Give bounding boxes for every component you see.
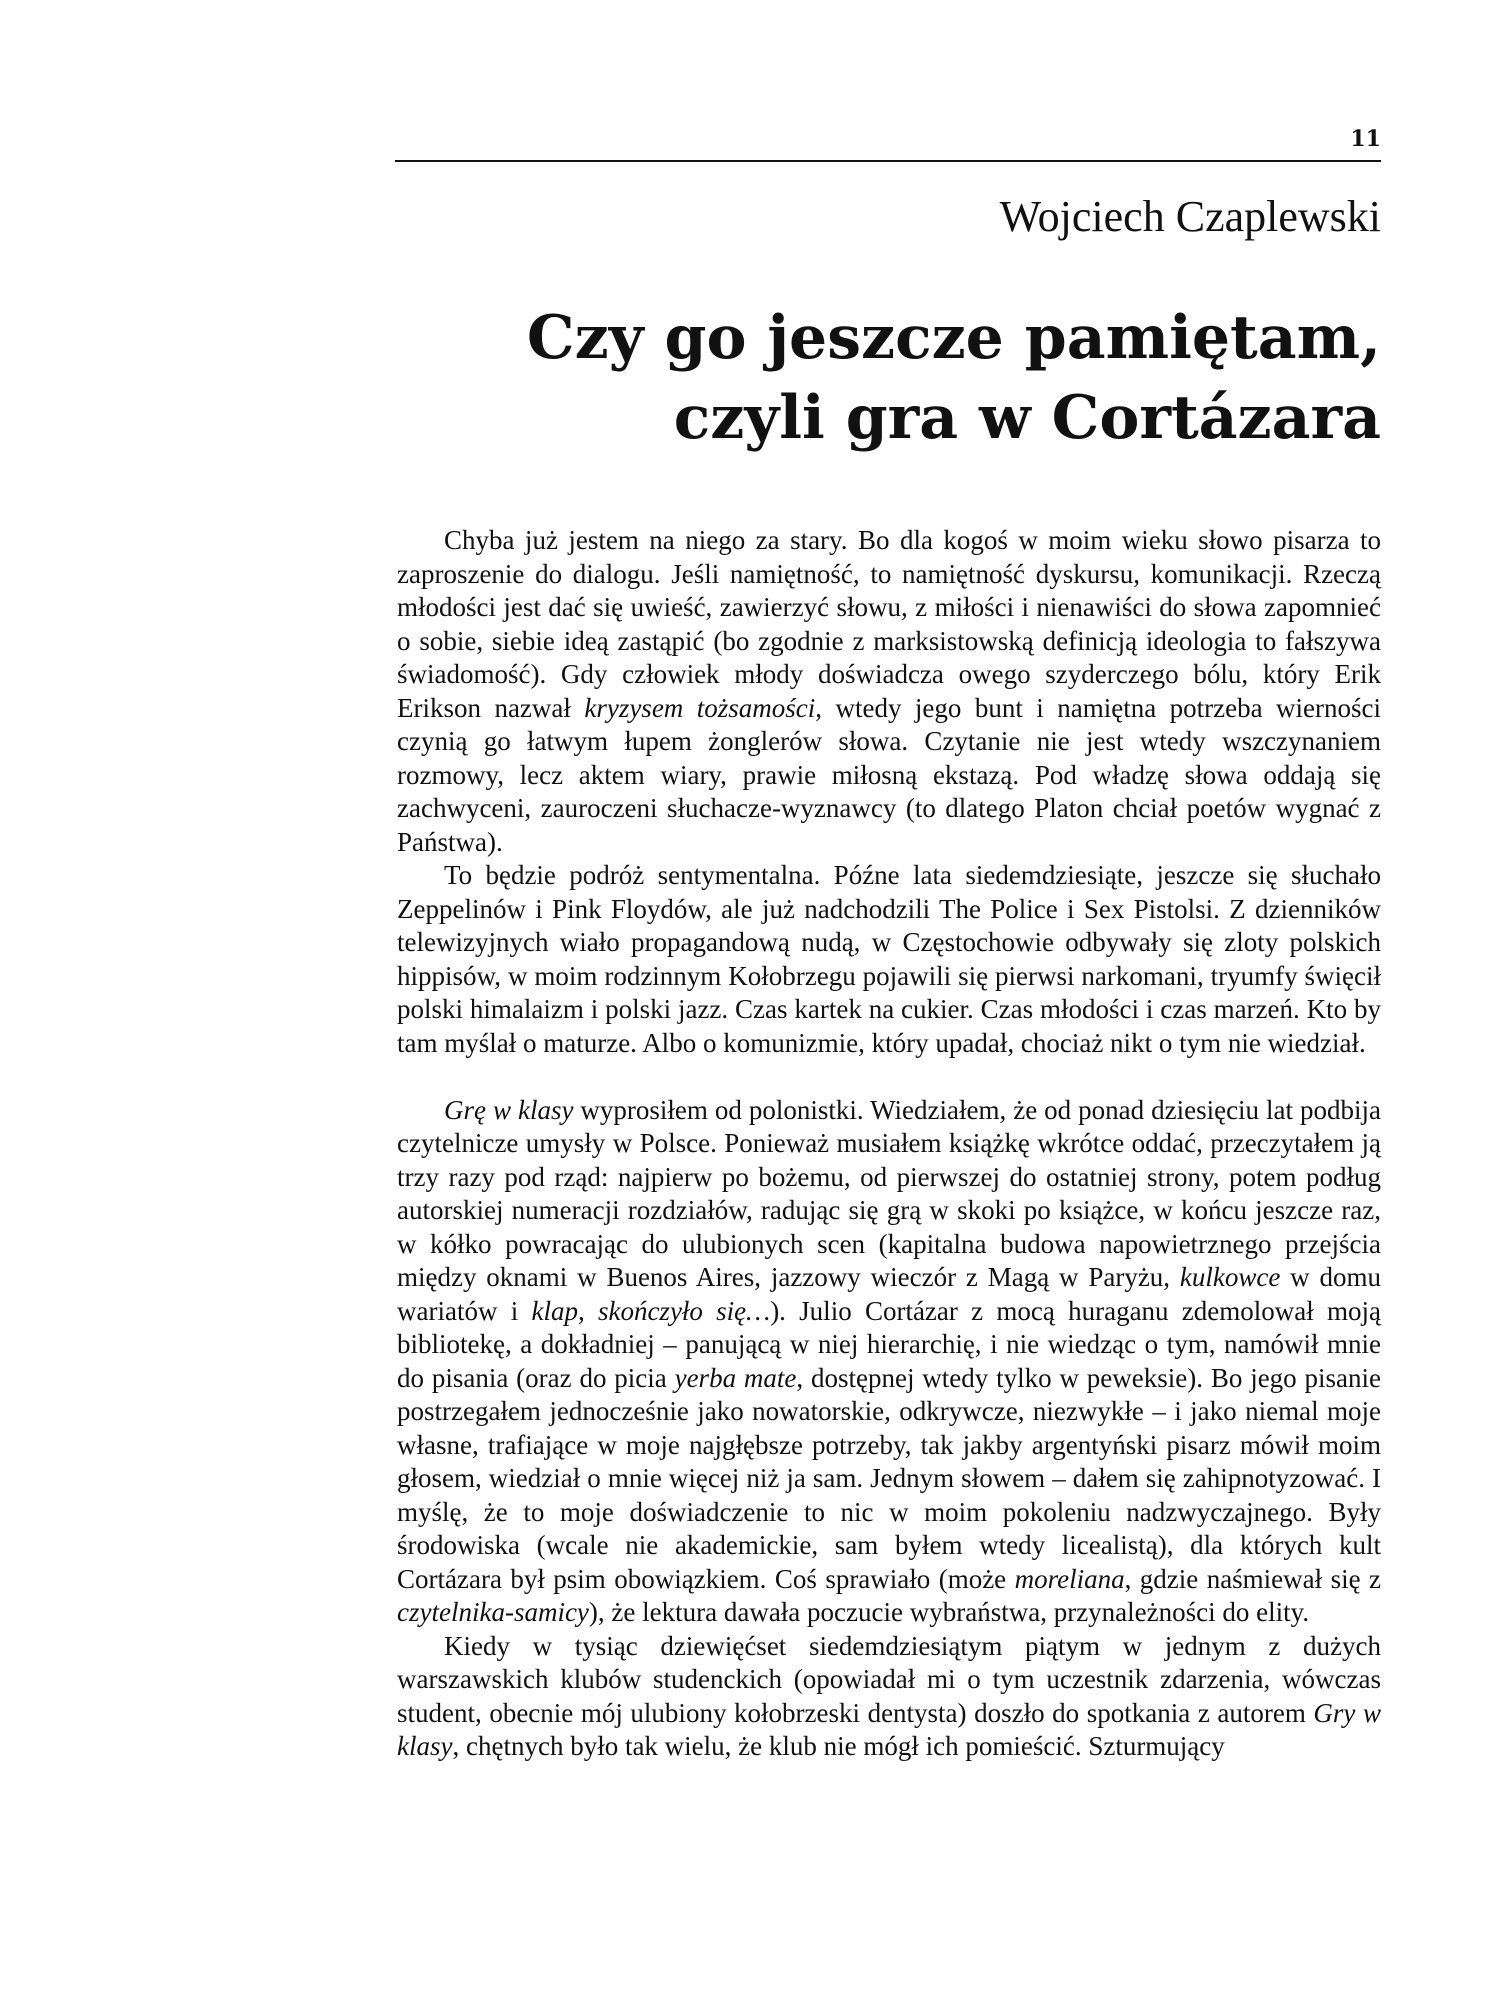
paragraph-text: ). Julio Cortázar z mocą huraganu zdemolował moją bibliotekę, a dokładniej – panującą w niej hierarchię, i nie wiedząc o tym, namówił mnie do pisania (oraz do picia — [397, 1295, 1381, 1393]
paragraph-text: Kiedy w tysiąc dziewięćset siedemdziesiątym piątym w jednym z dużych warszawskich klubów studenckich (opowiadał mi o tym uczestnik zdarzenia, wówczas student, obecnie mój ulubiony kołobrzeski dentysta) doszło do spotkania z autorem — [397, 1630, 1381, 1728]
italic-text: klap, skończyło się… — [531, 1295, 771, 1326]
paragraph-text: To będzie podróż sentymentalna. Późne lata siedemdziesiąte, jeszcze się słuchało Zeppelinów i Pink Floydów, ale już nadchodzili The Police i Sex Pistolsi. Z dzienników telewizyjnych wiało propagandową nudą, w Częstochowie odbywały się zloty polskich hippisów, w moim rodzinnym Kołobrzegu pojawili się pierwsi narkomani, tryumfy święcił polski himalaizm i polski jazz. Czas kartek na cukier. Czas młodości i czas marzeń. Kto by tam myślał o maturze. Albo o komunizmie, który upadał, chociaż nikt o tym nie wiedział. — [397, 860, 1381, 1058]
paragraph — [397, 1630, 1381, 1764]
paragraph-text: , dostępnej wtedy tylko w peweksie). Bo jego pisanie postrzegałem jednocześnie jako nowatorskie, odkrywcze, niezwykłe – i jako niemal moje własne, trafiające w moje najgłębsze potrzeby, tak jakby argentyński pisarz mówił moim głosem, wiedział o mnie więcej niż ja sam. Jednym słowem – dałem się zahipnotyzować. I myślę, że to moje doświadczenie to nic w moim pokoleniu nadzwyczajnego. Były środowiska (wcale nie akademickie, sam byłem wtedy licealistą), dla których kult Cortázara był psim obowiązkiem. Coś sprawiało (może — [397, 1362, 1381, 1594]
italic-text: yerba mate — [674, 1362, 797, 1393]
italic-text: moreliana — [1014, 1563, 1125, 1594]
body-text — [397, 524, 1381, 1764]
paragraph-text: w domu wariatów i — [397, 1262, 1381, 1326]
paragraph-text: ), że lektura dawała poczucie wybraństwa, przynależności do elity. — [588, 1597, 1310, 1627]
paragraph — [397, 859, 1381, 1060]
chapter-title-line-1: Czy go jeszcze pamiętam, — [526, 303, 1381, 373]
italic-text: czytelnika-samicy — [397, 1597, 589, 1627]
paragraph — [397, 1094, 1381, 1630]
italic-text: Grę w klasy — [444, 1094, 574, 1125]
paragraph-text: , gdzie naśmiewał się z — [1124, 1563, 1381, 1594]
italic-text: kulkowce — [1179, 1262, 1281, 1292]
chapter-title — [527, 298, 1381, 458]
author-name: Wojciech Czaplewski — [999, 192, 1381, 241]
paragraph — [397, 524, 1381, 859]
chapter-title-line-2: czyli gra w Cortázara — [673, 383, 1381, 453]
paragraph-text: Chyba już jestem na niego za stary. Bo dla kogoś w moim wieku słowo pisarza to zaproszenie do dialogu. Jeśli namiętność, to namiętność dyskursu, komunikacji. Rzeczą młodości jest dać się uwieść, zawierzyć słowu, z miłości i nienawiści do słowa zapomnieć o sobie, siebie ideą zastąpić (bo zgodnie z marksistowską definicją ideologia to fałszywa świadomość). Gdy człowiek młody doświadcza owego szyderczego bólu, który Erik Erikson nazwał — [397, 525, 1381, 723]
italic-text: kryzysem tożsamości — [584, 692, 816, 723]
running-head — [395, 124, 1381, 162]
page-number: 11 — [1350, 126, 1381, 152]
paragraph-text: , chętnych było tak wielu, że klub nie mógł ich pomieścić. Szturmujący — [452, 1731, 1225, 1761]
italic-text: Gry w klasy — [397, 1697, 1381, 1761]
paragraph-text: , wtedy jego bunt i namiętna potrzeba wierności czynią go łatwym łupem żonglerów słowa. Czytanie nie jest wtedy wszczynaniem rozmowy, lecz aktem wiary, prawie miłosną ekstazą. Pod władzę słowa oddają się zachwyceni, zauroczeni słuchacze-wyznawcy (to dlatego Platon chciał poetów wygnać z Państwa). — [397, 692, 1381, 857]
paragraph-text: wyprosiłem od polonistki. Wiedziałem, że od ponad dziesięciu lat podbija czytelnicze umysły w Polsce. Ponieważ musiałem książkę wkrótce oddać, przeczytałem ją trzy razy pod rząd: najpierw po bożemu, od pierwszej do ostatniej strony, potem podług autorskiej numeracji rozdziałów, radując się grą w skoki po książce, w końcu jeszcze raz, w kółko powracając do ulubionych scen (kapitalna budowa napowietrznego przejścia między oknami w Buenos Aires, jazzowy wieczór z Magą w Paryżu, — [397, 1094, 1381, 1292]
